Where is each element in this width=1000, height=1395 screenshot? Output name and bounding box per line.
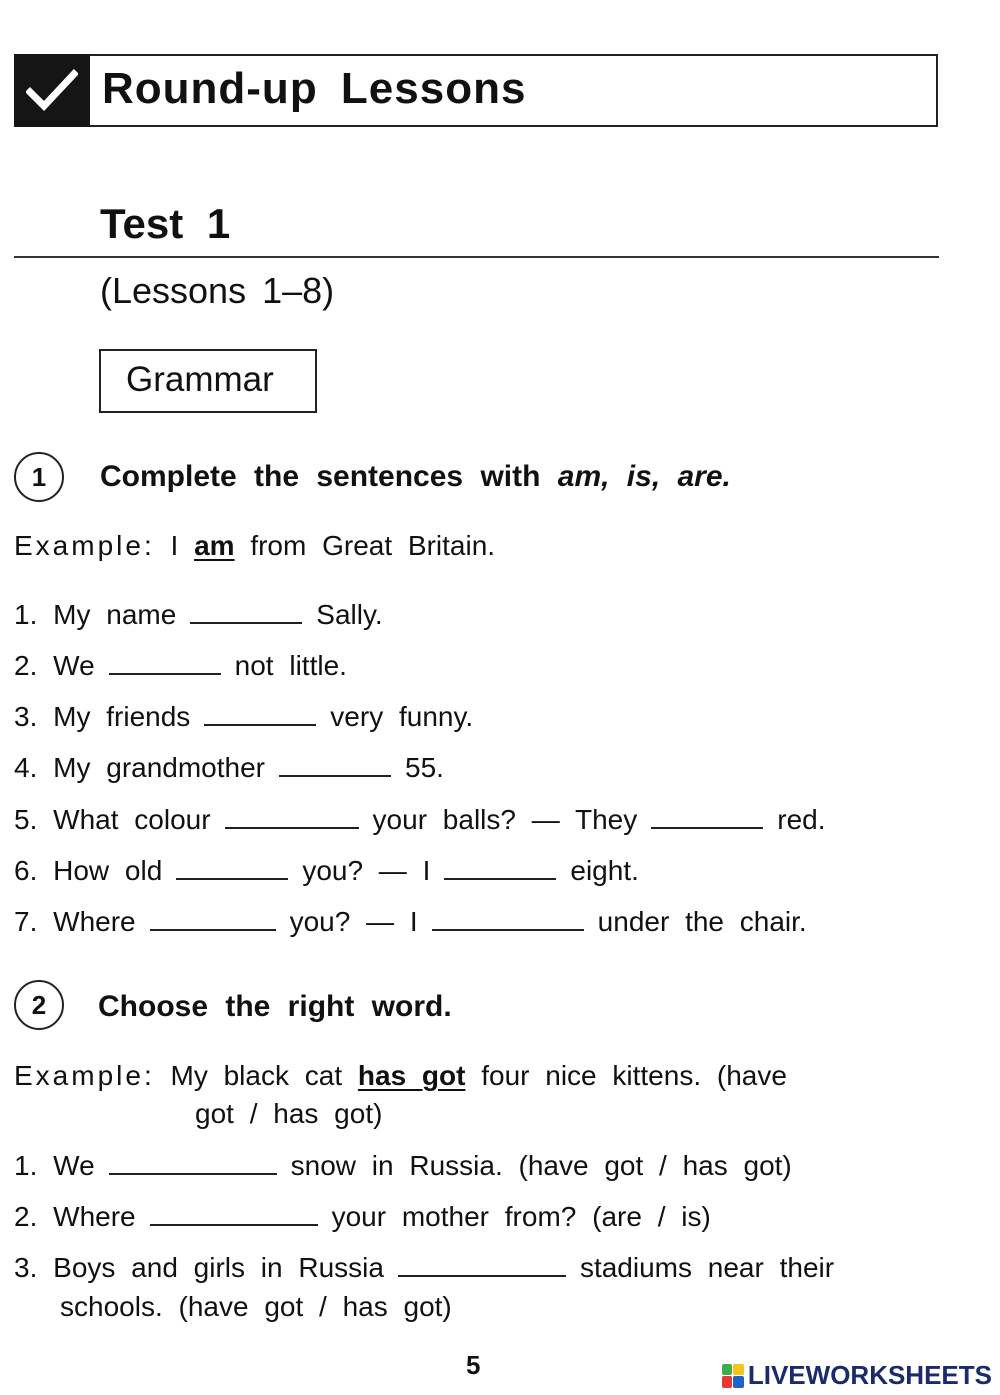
- logo-square: [722, 1364, 733, 1376]
- answer-blank[interactable]: [398, 1251, 566, 1277]
- item-number: 3.: [14, 1252, 38, 1283]
- item-text: under the chair.: [597, 906, 807, 937]
- divider: [14, 256, 939, 258]
- item-text: My friends: [53, 701, 191, 732]
- answer-blank[interactable]: [444, 854, 556, 880]
- item-number: 7.: [14, 906, 38, 937]
- checkmark-icon: [14, 54, 90, 127]
- item-text: eight.: [570, 855, 639, 886]
- list-item: [14, 1251, 834, 1284]
- instruction-words: am, is, are.: [557, 460, 731, 493]
- list-item: [14, 1149, 792, 1182]
- item-number: 3.: [14, 701, 38, 732]
- lessons-range: (Lessons 1–8): [100, 270, 335, 311]
- item-number: 2.: [14, 650, 38, 681]
- list-item-continued: schools. (have got / has got): [60, 1291, 452, 1322]
- answer-blank[interactable]: [651, 803, 763, 829]
- answer-blank[interactable]: [176, 854, 288, 880]
- example-label: Example:: [14, 1060, 155, 1091]
- answer-blank[interactable]: [279, 751, 391, 777]
- item-text: not little.: [234, 650, 347, 681]
- answer-blank[interactable]: [150, 905, 276, 931]
- exercise-1-instruction: [100, 460, 731, 494]
- page-number: 5: [466, 1350, 481, 1380]
- list-item: [14, 803, 826, 836]
- item-text: My grandmother: [53, 752, 266, 783]
- item-text: How old: [53, 855, 163, 886]
- item-number: 6.: [14, 855, 38, 886]
- item-text: My name: [53, 599, 177, 630]
- item-text: you? — I: [302, 855, 431, 886]
- item-text: snow in Russia. (have got / has got): [290, 1150, 792, 1181]
- example-answer: has got: [357, 1060, 466, 1091]
- item-text: Where: [53, 906, 136, 937]
- item-text: red.: [777, 804, 826, 835]
- example-text: My black cat: [170, 1060, 343, 1091]
- logo-icon: [722, 1364, 744, 1388]
- example-line-continued: got / has got): [195, 1098, 383, 1129]
- test-title: Test 1: [100, 200, 231, 247]
- item-text: your balls? — They: [372, 804, 638, 835]
- answer-blank[interactable]: [109, 649, 221, 675]
- list-item: [14, 598, 383, 631]
- item-text: stadiums near their: [579, 1252, 835, 1283]
- example-line: [14, 530, 495, 562]
- list-item: [14, 649, 347, 682]
- logo-square: [733, 1376, 744, 1388]
- item-text: very funny.: [330, 701, 474, 732]
- item-text: What colour: [53, 804, 211, 835]
- answer-blank[interactable]: [225, 803, 359, 829]
- list-item: [14, 1200, 711, 1233]
- item-text: We: [53, 650, 95, 681]
- answer-blank[interactable]: [432, 905, 584, 931]
- example-label: Example:: [14, 530, 155, 561]
- item-number: 5.: [14, 804, 38, 835]
- item-text: you? — I: [289, 906, 418, 937]
- example-text: four nice kittens. (have: [481, 1060, 787, 1091]
- logo-square: [722, 1376, 733, 1388]
- instruction-text: Complete the sentences with: [100, 460, 558, 493]
- list-item: [14, 700, 473, 733]
- section-label: Grammar: [126, 360, 274, 399]
- item-text: We: [53, 1150, 95, 1181]
- exercise-number-2: 2: [14, 980, 64, 1030]
- item-text: 55.: [405, 752, 444, 783]
- header-title: Round-up Lessons: [102, 64, 527, 113]
- item-number: 1.: [14, 599, 38, 630]
- item-number: 4.: [14, 752, 38, 783]
- item-number: 2.: [14, 1201, 38, 1232]
- example-line: [14, 1060, 787, 1092]
- item-number: 1.: [14, 1150, 38, 1181]
- example-text: I: [170, 530, 179, 561]
- logo-square: [733, 1364, 744, 1376]
- example-text: from Great Britain.: [250, 530, 496, 561]
- logo-text: LIVEWORKSHEETS: [747, 1360, 992, 1390]
- answer-blank[interactable]: [190, 598, 302, 624]
- exercise-number-1: 1: [14, 452, 64, 502]
- item-text: Sally.: [316, 599, 383, 630]
- list-item: [14, 854, 639, 887]
- item-text: Boys and girls in Russia: [53, 1252, 384, 1283]
- list-item: [14, 905, 807, 938]
- example-answer: am: [194, 530, 235, 561]
- answer-blank[interactable]: [150, 1200, 318, 1226]
- item-text: Where: [53, 1201, 136, 1232]
- answer-blank[interactable]: [109, 1149, 277, 1175]
- answer-blank[interactable]: [204, 700, 316, 726]
- list-item: [14, 751, 444, 784]
- exercise-2-instruction: Choose the right word.: [98, 990, 452, 1023]
- liveworksheets-logo: [722, 1360, 992, 1391]
- item-text: your mother from? (are / is): [331, 1201, 711, 1232]
